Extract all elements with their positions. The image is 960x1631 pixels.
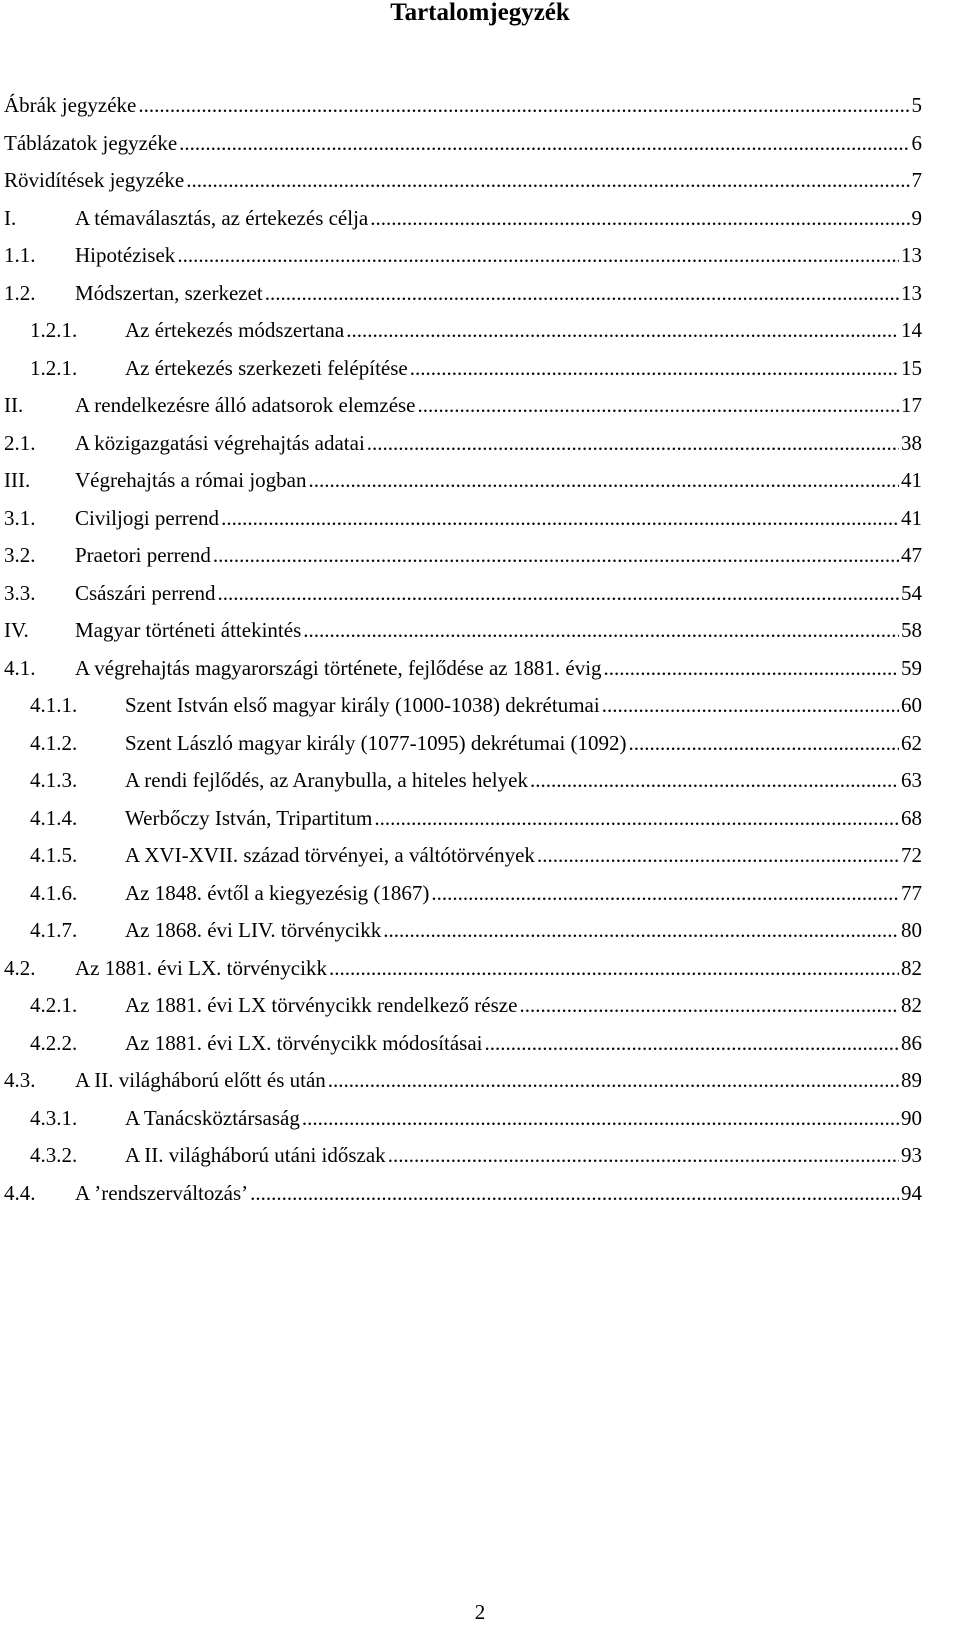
toc-entry-page: 14 xyxy=(901,318,922,342)
toc-entry[interactable] xyxy=(4,463,922,493)
toc-entry-number: 3.2. xyxy=(4,543,36,567)
toc-entry-page: 77 xyxy=(901,880,922,905)
toc-entry-label: Táblázatok jegyzéke xyxy=(4,130,178,155)
page-number: 2 xyxy=(474,1600,486,1624)
toc-entry-label: A Tanácsköztársaság xyxy=(125,1105,300,1130)
toc-entry-number: 4.1. xyxy=(4,655,36,680)
toc-entry-number: 1.2.1. xyxy=(30,355,78,380)
toc-entry[interactable] xyxy=(30,1026,922,1056)
dot-leader xyxy=(431,880,899,906)
toc-entry-number: 1.2. xyxy=(4,280,36,305)
toc-entry-number: 4.2.1. xyxy=(30,993,78,1017)
toc-entry-label: Szent László magyar király (1077-1095) dekrétumai (1092) xyxy=(125,730,627,755)
toc-entry-page: 41 xyxy=(901,468,922,492)
toc-entry[interactable] xyxy=(4,1176,922,1206)
toc-entry-page: 93 xyxy=(901,1143,922,1167)
toc-entry-label: Az 1868. évi LIV. törvénycikk xyxy=(125,918,382,942)
toc-entry[interactable] xyxy=(4,201,922,231)
toc-entry-label: A XVI-XVII. század törvényei, a váltótörvények xyxy=(125,843,535,867)
toc-entry-page: 7 xyxy=(911,168,922,192)
toc-entry-page: 59 xyxy=(901,655,922,680)
toc-entry-number: 4.2.2. xyxy=(30,1030,78,1055)
toc-entry[interactable] xyxy=(4,388,922,418)
toc-entry-page: 63 xyxy=(901,768,922,792)
toc-entry[interactable] xyxy=(4,951,922,981)
dot-leader xyxy=(302,1105,899,1131)
toc-entry-number: 3.1. xyxy=(4,505,36,530)
toc-entry-label: Császári perrend xyxy=(75,580,216,605)
toc-entry-page: 47 xyxy=(901,543,922,567)
dot-leader xyxy=(410,355,899,381)
toc-entry[interactable] xyxy=(4,276,922,306)
dot-leader xyxy=(177,242,899,268)
toc-entry[interactable] xyxy=(30,763,922,793)
dot-leader xyxy=(213,542,899,568)
toc-entry-number: II. xyxy=(4,393,24,417)
toc-entry-number: I. xyxy=(4,205,17,230)
toc-entry-number: 2.1. xyxy=(4,430,36,455)
dot-leader xyxy=(179,130,909,156)
dot-leader xyxy=(604,655,899,681)
toc-entry-label: A témaválasztás, az értekezés célja xyxy=(75,205,369,230)
toc-entry-page: 60 xyxy=(901,693,922,717)
dot-leader xyxy=(303,617,899,643)
toc-entry-page: 62 xyxy=(901,730,922,755)
toc-entry-page: 15 xyxy=(901,355,922,380)
toc-entry-page: 89 xyxy=(901,1068,922,1092)
toc-entry-number: 4.3.2. xyxy=(30,1143,78,1167)
toc-entry[interactable] xyxy=(30,313,922,343)
toc-entry-label: A II. világháború előtt és után xyxy=(75,1068,326,1092)
toc-entry-label: A végrehajtás magyarországi története, fejlődése az 1881. évig xyxy=(75,655,602,680)
dot-leader xyxy=(537,842,899,868)
toc-entry-page: 80 xyxy=(901,918,922,942)
dot-leader xyxy=(138,92,909,118)
toc-entry[interactable] xyxy=(4,613,922,643)
toc-entry-label: Módszertan, szerkezet xyxy=(75,280,263,305)
toc-entry[interactable] xyxy=(4,88,922,118)
toc-entry-number: 1.2.1. xyxy=(30,318,78,342)
toc-entry-number: 4.1.4. xyxy=(30,805,78,830)
dot-leader xyxy=(519,992,899,1018)
toc-entry[interactable] xyxy=(30,876,922,906)
dot-leader xyxy=(218,580,899,606)
toc-entry[interactable] xyxy=(4,126,922,156)
toc-entry-page: 41 xyxy=(901,505,922,530)
toc-entry-number: 4.4. xyxy=(4,1180,36,1205)
toc-entry[interactable] xyxy=(4,576,922,606)
toc-entry-number: 4.3. xyxy=(4,1068,36,1092)
dot-leader xyxy=(374,805,899,831)
toc-entry-page: 94 xyxy=(901,1180,922,1205)
toc-entry-page: 54 xyxy=(901,580,922,605)
page-title: Tartalomjegyzék xyxy=(390,0,570,26)
toc-entry-page: 5 xyxy=(911,93,922,117)
dot-leader xyxy=(485,1030,899,1056)
toc-entry-number: 4.1.2. xyxy=(30,730,78,755)
toc-entry-page: 38 xyxy=(901,430,922,455)
toc-entry-label: Az 1881. évi LX törvénycikk rendelkező része xyxy=(125,993,518,1017)
toc-entry[interactable] xyxy=(4,538,922,568)
toc-entry-number: 4.1.5. xyxy=(30,843,78,867)
toc-entry-label: Az 1881. évi LX. törvénycikk xyxy=(75,955,327,980)
toc-entry[interactable] xyxy=(4,163,922,193)
toc-entry[interactable] xyxy=(30,351,922,381)
toc-entry-label: A II. világháború utáni időszak xyxy=(125,1143,386,1167)
toc-entry-label: Végrehajtás a római jogban xyxy=(75,468,307,492)
dot-leader xyxy=(346,317,899,343)
dot-leader xyxy=(530,767,899,793)
toc-entry-page: 68 xyxy=(901,805,922,830)
toc-entry-label: A rendelkezésre álló adatsorok elemzése xyxy=(75,393,416,417)
toc-entry-page: 72 xyxy=(901,843,922,867)
toc-entry-page: 90 xyxy=(901,1105,922,1130)
dot-leader xyxy=(418,392,899,418)
dot-leader xyxy=(221,505,899,531)
toc-entry-label: Ábrák jegyzéke xyxy=(4,93,137,117)
toc-entry[interactable] xyxy=(30,801,922,831)
toc-entry-page: 13 xyxy=(901,243,922,267)
toc-entry-label: Werbőczy István, Tripartitum xyxy=(125,805,373,830)
dot-leader xyxy=(388,1142,899,1168)
toc-entry[interactable] xyxy=(4,426,922,456)
toc-entry-number: III. xyxy=(4,468,31,492)
dot-leader xyxy=(602,692,899,718)
toc-entry-page: 82 xyxy=(901,955,922,980)
toc-entry-label: Magyar történeti áttekintés xyxy=(75,618,302,642)
toc-entry[interactable] xyxy=(30,988,922,1018)
dot-leader xyxy=(370,205,909,231)
toc-entry-label: Az 1848. évtől a kiegyezésig (1867) xyxy=(125,880,430,905)
toc-entry-page: 86 xyxy=(901,1030,922,1055)
dot-leader xyxy=(629,730,899,756)
toc-entry-label: Praetori perrend xyxy=(75,543,211,567)
toc-entry-number: 4.3.1. xyxy=(30,1105,78,1130)
toc-entry-label: A közigazgatási végrehajtás adatai xyxy=(75,430,365,455)
toc-entry[interactable] xyxy=(30,1138,922,1168)
toc-entry-label: Az értekezés módszertana xyxy=(125,318,345,342)
toc-entry-label: A ’rendszerváltozás’ xyxy=(75,1180,249,1205)
dot-leader xyxy=(186,167,909,193)
dot-leader xyxy=(329,955,899,981)
toc-entry-label: Rövidítések jegyzéke xyxy=(4,168,185,192)
toc-entry-page: 82 xyxy=(901,993,922,1017)
toc-entry-number: IV. xyxy=(4,618,29,642)
toc-entry[interactable] xyxy=(30,838,922,868)
toc-entry[interactable] xyxy=(4,501,922,531)
toc-entry-page: 6 xyxy=(911,130,922,155)
toc-entry[interactable] xyxy=(30,1101,922,1131)
toc-entry-number: 4.2. xyxy=(4,955,36,980)
toc-entry-number: 4.1.3. xyxy=(30,768,78,792)
dot-leader xyxy=(367,430,899,456)
toc-entry-page: 17 xyxy=(901,393,922,417)
toc-entry-number: 1.1. xyxy=(4,243,36,267)
toc-entry-page: 13 xyxy=(901,280,922,305)
toc-entry[interactable] xyxy=(4,238,922,268)
toc-entry-number: 3.3. xyxy=(4,580,36,605)
toc-entry-number: 4.1.6. xyxy=(30,880,78,905)
toc-entry-page: 9 xyxy=(911,205,922,230)
dot-leader xyxy=(250,1180,899,1206)
toc-entry-page: 58 xyxy=(901,618,922,642)
toc-entry-label: A rendi fejlődés, az Aranybulla, a hiteles helyek xyxy=(125,768,528,792)
dot-leader xyxy=(309,467,900,493)
dot-leader xyxy=(383,917,899,943)
toc-entry-label: Az értekezés szerkezeti felépítése xyxy=(125,355,408,380)
toc-entry[interactable] xyxy=(30,726,922,756)
toc-entry-number: 4.1.7. xyxy=(30,918,78,942)
toc-entry[interactable] xyxy=(30,913,922,943)
toc-entry[interactable] xyxy=(4,651,922,681)
toc-entry-label: Az 1881. évi LX. törvénycikk módosításai xyxy=(125,1030,483,1055)
toc-entry-label: Civiljogi perrend xyxy=(75,505,220,530)
dot-leader xyxy=(328,1067,899,1093)
toc-entry-label: Hipotézisek xyxy=(75,243,176,267)
toc-entry[interactable] xyxy=(4,1063,922,1093)
toc-entry-number: 4.1.1. xyxy=(30,693,78,717)
dot-leader xyxy=(265,280,899,306)
toc-entry-label: Szent István első magyar király (1000-1038) dekrétumai xyxy=(125,693,600,717)
toc-entry[interactable] xyxy=(30,688,922,718)
